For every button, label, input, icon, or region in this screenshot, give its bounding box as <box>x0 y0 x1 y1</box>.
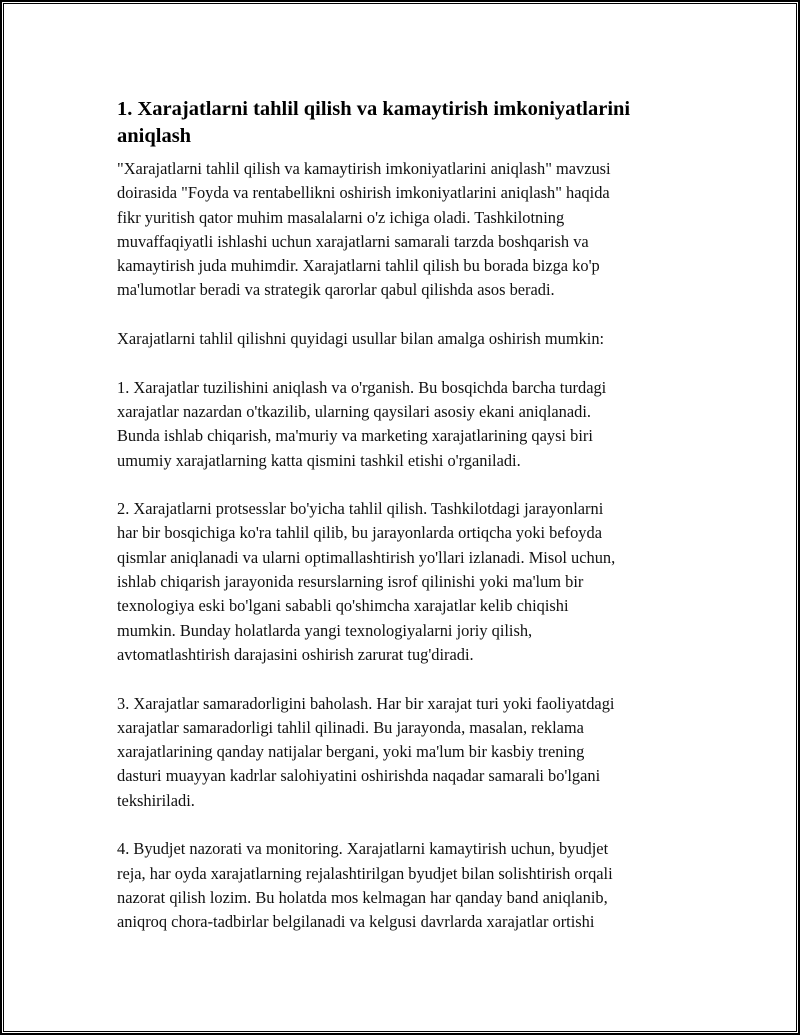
section-heading: 1. Xarajatlarni tahlil qilish va kamaytirish imkoniyatlarini aniqlash <box>117 98 631 147</box>
paragraph-item-4: 4. Byudjet nazorati va monitoring. Xarajatlarni kamaytirish uchun, byudjet reja, har oyda xarajatlarning rejalashtirilgan byudjet bilan solishtirish orqali nazorat qilish lozim. Bu holatda mos kelmagan har qanday band aniqlanib, aniqroq chora-tadbirlar belgilanadi va kelgusi davrlarda xarajatlar ortishi <box>117 839 613 932</box>
paragraph-item-1: 1. Xarajatlar tuzilishini aniqlash va o'rganish. Bu bosqichda barcha turdagi xarajatlar nazardan o'tkazilib, ularning qaysilari asosiy ekani aniqlanadi. Bunda ishlab chiqarish, ma'muriy va marketing xarajatlarining qaysi biri umumiy xarajatlarning katta qismini tashkil etishi o'rganiladi. <box>117 377 607 470</box>
document-body <box>117 96 687 959</box>
paragraph-item-3: 3. Xarajatlar samaradorligini baholash. Har bir xarajat turi yoki faoliyatdagi xarajatlar samaradorligi tahlil qilinadi. Bu jarayonda, masalan, reklama xarajatlarining qanday natijalar bergani, yoki ma'lum bir kasbiy trening dasturi muayyan kadrlar salohiyatini oshirishda naqadar samarali bo'lgani tekshiriladi. <box>117 693 615 810</box>
paragraph-item-2: 2. Xarajatlarni protsesslar bo'yicha tahlil qilish. Tashkilotdagi jarayonlarni har bir bosqichiga ko'ra tahlil qilib, bu jarayonlarda ortiqcha yoki befoyda qismlar aniqlanadi va ularni optimallashtirish yo'llari izlanadi. Misol uchun, ishlab chiqarish jarayonida resurslarning isrof qilinishi yoki ma'lum bir texnologiya eski bo'lgani sababli qo'shimcha xarajatlar kelib chiqishi mumkin. Bunday holatlarda yangi texnologiyalarni joriy qilish, avtomatlashtirish darajasini oshirish zarurat tug'diradi. <box>117 499 616 664</box>
paragraph-intro: "Xarajatlarni tahlil qilish va kamaytirish imkoniyatlarini aniqlash" mavzusi doirasida "Foyda va rentabellikni oshirish imkoniyatlarini aniqlash" haqida fikr yuritish qator muhim masalalarni o'z ichiga oladi. Tashkilotning muvaffaqiyatli ishlashi uchun xarajatlarni samarali tarzda boshqarish va kamaytirish juda muhimdir. Xarajatlarni tahlil qilish bu borada bizga ko'p ma'lumotlar beradi va strategik qarorlar qabul qilishda asos beradi. <box>117 159 611 300</box>
paragraph-methods-lead: Xarajatlarni tahlil qilishni quyidagi usullar bilan amalga oshirish mumkin: <box>117 329 605 349</box>
